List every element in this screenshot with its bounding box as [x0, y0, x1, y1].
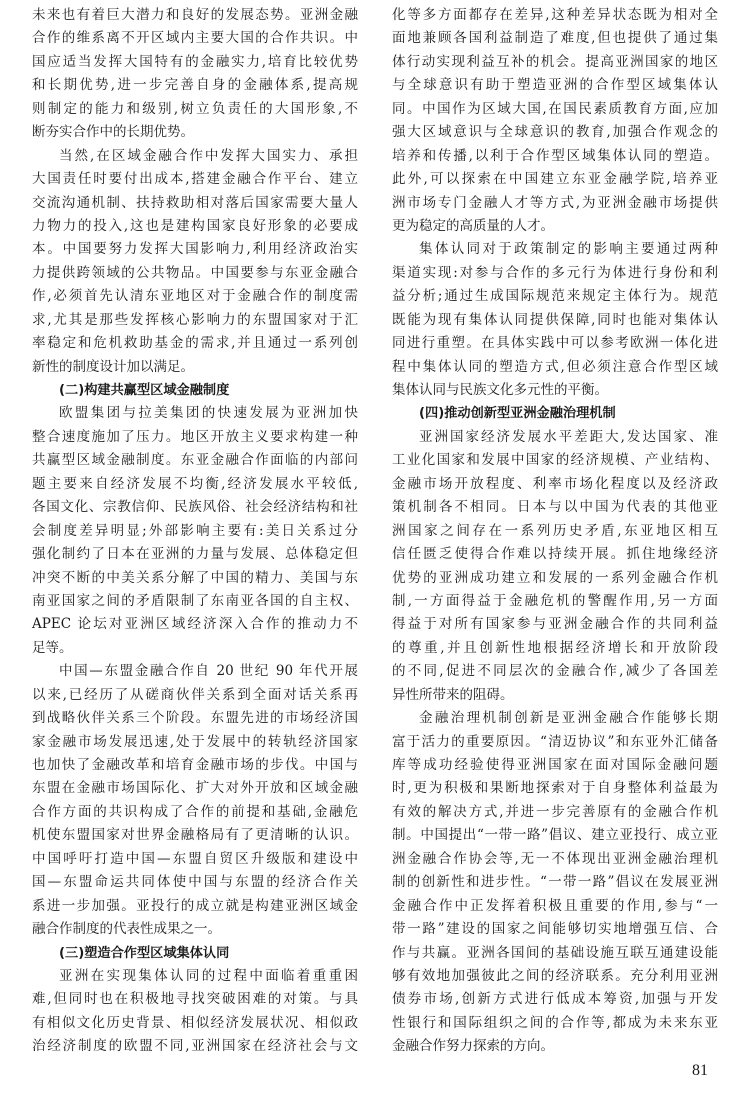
text-line: 面地兼顾各国利益制造了难度,但也提供了通过集 [392, 30, 718, 47]
text-line: 国应适当发挥大国特有的金融实力,培育比较优势 [32, 53, 358, 70]
text-line: 益分析;通过生成国际规范来规定主体行为。规范 [392, 288, 718, 305]
text-line: 异性所带来的阻碍。 [392, 686, 514, 703]
text-line: 制的创新性和进步性。“一带一路”倡议在发展亚洲 [392, 874, 718, 891]
text-line: 中国呼吁打造中国—东盟自贸区升级版和建设中 [32, 850, 358, 867]
text-line: 南亚国家之间的矛盾限制了东南亚各国的自主权、 [32, 592, 358, 609]
text-line: 化等多方面都存在差异,这种差异状态既为相对全 [392, 7, 718, 23]
text-line: 中国—东盟金融合作自 20 世纪 90 年代开展 [59, 663, 358, 680]
text-line: 此外,可以探索在中国建立东亚金融学院,培养亚 [392, 171, 718, 188]
paragraph [392, 707, 718, 1059]
text-line: 东盟在金融市场国际化、扩大对外开放和区域金融 [32, 780, 358, 797]
text-line: 同。中国作为区域大国,在国民素质教育方面,应加 [392, 100, 718, 117]
text-line: 金融合作努力探索的方向。 [392, 1038, 554, 1055]
paragraph [32, 965, 358, 1059]
text-line: 到战略伙伴关系三个阶段。东盟先进的市场经济国 [32, 710, 358, 727]
paragraph [32, 145, 358, 379]
text-line: 难,但同时也在积极地寻找突破困难的对策。与具 [32, 991, 358, 1008]
text-line: 金融市场开放程度、利率市场化程度以及经济政 [392, 475, 718, 492]
text-line: 未来也有着巨大潜力和良好的发展态势。亚洲金融 [32, 7, 358, 23]
text-line: 融合作制度的代表性成果之一。 [32, 921, 221, 938]
text-line: 同进行重塑。在具体实践中可以参考欧洲一体化进 [392, 335, 718, 352]
text-line: 求,尤其是那些发挥核心影响力的东盟国家对于汇 [32, 311, 358, 328]
text-line: 集体认同与民族文化多元性的平衡。 [392, 382, 608, 398]
text-line: 力提供跨领域的公共物品。中国要参与东亚金融合 [32, 264, 358, 281]
text-line: 洲市场专门金融人才等方式,为亚洲金融市场提供 [392, 194, 718, 211]
text-line: 金融合作中正发挥着积极且重要的作用,参与“一 [392, 897, 718, 914]
text-line: 合作方面的共识构成了合作的前提和基础,金融危 [32, 803, 358, 820]
text-line: 有效的解决方式,并进一步完善原有的金融合作机 [392, 803, 718, 820]
text-line: 整合速度施加了压力。地区开放主义要求构建一种 [32, 428, 358, 445]
text-line: 亚洲在实现集体认同的过程中面临着重重困 [59, 967, 358, 984]
text-line: 工业化国家和发展中国家的经济规模、产业结构、 [392, 452, 718, 469]
text-line: 优势的亚洲成功建立和发展的一系列金融合作机 [392, 569, 718, 586]
page-number: 81 [692, 1062, 708, 1079]
text-line: 体行动实现利益互补的机会。提高亚洲国家的地区 [392, 53, 718, 70]
text-line: 以来,已经历了从磋商伙伴关系到全面对话关系再 [32, 686, 358, 703]
paragraph [32, 402, 358, 660]
text-line: 也加快了金融改革和培育金融市场的步伐。中国与 [32, 757, 358, 773]
text-line: 更为稳定的高质量的人才。 [392, 217, 554, 234]
text-line: 金融治理机制创新是亚洲金融合作能够长期 [419, 710, 718, 727]
text-line: 合作的维系离不开区域内主要大国的合作共识。中 [32, 30, 358, 47]
text-line: 培养和传播,以利于合作型区域集体认同的塑造。 [392, 147, 718, 164]
text-line: 与全球意识有助于塑造亚洲的合作型区域集体认 [392, 77, 718, 94]
section-heading [32, 379, 358, 402]
text-line: 冲突不断的中美关系分解了中国的精力、美国与东 [32, 569, 358, 586]
text-line: 制。中国提出“一带一路”倡议、建立亚投行、成立亚 [392, 827, 718, 844]
text-line: 信任匮乏使得合作难以持续开展。抓住地缘经济 [392, 546, 718, 563]
text-line: 渠道实现:对参与合作的多元行为体进行身份和利 [392, 264, 718, 281]
text-line: 治经济制度的欧盟不同,亚洲国家在经济社会与文 [32, 1038, 358, 1055]
right-column [392, 4, 718, 1059]
text-line: 国—东盟命运共同体使中国与东盟的经济合作关 [32, 874, 358, 891]
text-line: 则制定的能力和级别,树立负责任的大国形象,不 [32, 100, 358, 117]
section-heading [392, 402, 718, 425]
text-line: 作,必须首先认清东亚地区对于金融合作的制度需 [32, 288, 358, 305]
text-line: 带一路”建设的国家之间能够切实地增强互信、合 [392, 921, 718, 938]
text-line: 的不同,促进不同层次的金融合作,减少了各国差 [392, 663, 718, 680]
text-line: 会制度差异明显;外部影响主要有:美日关系过分 [32, 522, 358, 539]
text-line: 强化制约了日本在亚洲的力量与发展、总体稳定但 [32, 546, 358, 563]
left-column [32, 4, 358, 1059]
text-line: APEC 论坛对亚洲区域经济深入合作的推动力不 [32, 616, 358, 633]
text-line: 策机制各不相同。日本与以中国为代表的其他亚 [392, 499, 718, 516]
text-line: 强大区域意识与全球意识的教育,加强合作观念的 [392, 124, 718, 141]
section-heading [32, 942, 358, 965]
text-line: 富于活力的重要原因。“清迈协议”和东亚外汇储备 [392, 733, 718, 750]
paragraph [32, 660, 358, 941]
text-line: 交流沟通机制、扶持救助相对落后国家需要大量人 [32, 194, 358, 211]
text-line: 的尊重,并且创新性地根据经济增长和开放阶段 [392, 639, 718, 656]
text-line: 洲金融合作协会等,无一不体现出亚洲金融治理机 [392, 850, 718, 867]
text-line: (三)塑造合作型区域集体认同 [59, 945, 230, 961]
text-line: 时,更为积极和果断地探索对于自身整体利益最为 [392, 780, 718, 797]
text-line: 家金融市场发展迅速,处于发展中的转轨经济国家 [32, 733, 358, 750]
text-line: 题主要来自经济发展不均衡,经济发展水平较低, [32, 475, 358, 492]
text-line: 够有效地加强彼此之间的经济联系。充分利用亚洲 [392, 967, 718, 984]
text-line: 洲国家之间存在一系列历史矛盾,东亚地区相互 [392, 522, 718, 539]
text-line: 力物力的投入,这也是建构国家良好形象的必要成 [32, 217, 358, 234]
text-line: 库等成功经验使得亚洲国家在面对国际金融问题 [392, 757, 718, 773]
text-line: 足等。 [32, 639, 73, 656]
text-line: 新性的制度设计加以满足。 [32, 358, 194, 375]
text-line: 大国责任时要付出成本,搭建金融合作平台、建立 [32, 171, 358, 188]
text-line: 既能为现有集体认同提供保障,同时也能对集体认 [392, 311, 718, 328]
text-line: 断夯实合作中的长期优势。 [32, 124, 194, 141]
text-line: 性银行和国际组织之间的合作等,都成为未来东亚 [392, 1014, 718, 1031]
paragraph [32, 4, 358, 145]
text-line: 当然,在区域金融合作中发挥大国实力、承担 [59, 147, 358, 164]
text-line: 机使东盟国家对世界金融格局有了更清晰的认识。 [32, 827, 358, 844]
text-line: (四)推动创新型亚洲金融治理机制 [419, 406, 616, 422]
text-line: 制,一方面得益于金融危机的警醒作用,另一方面 [392, 592, 718, 609]
paragraph [392, 4, 718, 238]
text-line: 各国文化、宗教信仰、民族风俗、社会经济结构和社 [32, 499, 358, 516]
text-line: 本。中国要努力发挥大国影响力,利用经济政治实 [32, 241, 358, 258]
text-line: 亚洲国家经济发展水平差距大,发达国家、准 [419, 428, 718, 445]
paragraph [392, 426, 718, 707]
text-line: 和长期优势,进一步完善自身的金融体系,提高规 [32, 77, 358, 94]
text-line: 共赢型区域金融制度。东亚金融合作面临的内部问 [32, 452, 358, 469]
text-line: (二)构建共赢型区域金融制度 [59, 383, 230, 398]
text-line: 集体认同对于政策制定的影响主要通过两种 [419, 241, 718, 258]
text-line: 系进一步加强。亚投行的成立就是构建亚洲区域金 [32, 897, 358, 914]
text-line: 有相似文化历史背景、相似经济发展状况、相似政 [32, 1014, 358, 1031]
paragraph [392, 238, 718, 402]
text-line: 债券市场,创新方式进行低成本筹资,加强与开发 [392, 991, 718, 1008]
text-line: 率稳定和危机救助基金的需求,并且通过一系列创 [32, 335, 358, 352]
text-line: 作与共赢。亚洲各国间的基础设施互联互通建设能 [392, 944, 718, 961]
text-line: 程中集体认同的塑造方式,但必须注意合作型区域 [392, 358, 718, 375]
text-line: 得益于对所有国家参与亚洲金融合作的共同利益 [392, 616, 718, 633]
text-line: 欧盟集团与拉美集团的快速发展为亚洲加快 [59, 405, 358, 422]
